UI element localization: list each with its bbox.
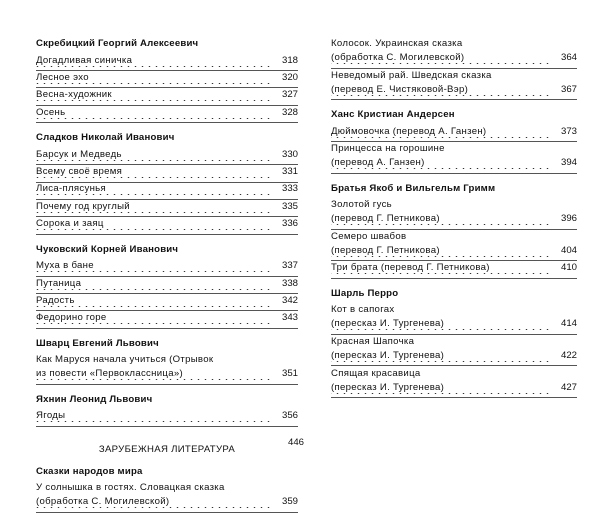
entry-underline [36,234,298,235]
work-title: (перевод Г. Петникова) [331,213,443,224]
toc-entry-line [36,202,298,216]
work-title: Принцесса на горошине [331,143,448,154]
dot-leader [36,421,272,422]
work-title: Почему год круглый [36,201,133,212]
dot-leader [331,361,551,362]
toc-entry-line [36,219,298,233]
work-title: Лиса-плясунья [36,183,109,194]
toc-entry-line [36,167,298,181]
toc-entry[interactable] [36,411,298,425]
toc-entry[interactable] [36,219,298,233]
entry-underline [36,122,298,123]
entry-underline [36,276,298,277]
toc-entry[interactable] [331,263,577,277]
dot-leader [36,83,272,84]
entry-underline [331,99,577,100]
work-title: (пересказ И. Тургенева) [331,382,447,393]
entry-underline [331,397,577,398]
toc-entry-line [331,127,577,141]
author-heading: Чуковский Корней Иванович [36,243,179,255]
toc-entry[interactable] [36,56,298,70]
page-ref: 337 [278,261,298,271]
entry-underline [331,173,577,174]
toc-entry[interactable] [331,305,577,333]
entry-underline [36,293,298,294]
entry-underline [36,384,298,385]
author-heading: Братья Якоб и Вильгельм Гримм [331,182,496,194]
toc-entry[interactable] [36,202,298,216]
toc-entry[interactable] [331,337,577,365]
entry-underline [331,229,577,230]
dot-leader [36,379,272,380]
section-title: ЗАРУБЕЖНАЯ ЛИТЕРАТУРА [98,443,236,455]
author-heading: Ханс Кристиан Андерсен [331,109,455,121]
toc-entry-line [36,90,298,104]
work-title: Сорока и заяц [36,218,107,229]
page-ref: 318 [278,56,298,66]
dot-leader [36,118,272,119]
toc-entry-line [331,263,577,277]
toc-entry[interactable] [36,167,298,181]
entry-underline [331,278,577,279]
entry-underline [36,426,298,427]
entry-underline [36,105,298,106]
work-title: (перевод А. Ганзен) [331,157,428,168]
toc-entry-line [36,369,298,383]
page-ref: 422 [557,351,577,361]
author-heading: Шварц Евгений Львович [36,337,159,349]
work-title: (перевод Е. Чистяковой-Вэр) [331,84,471,95]
work-title: Лесное эхо [36,72,92,83]
page-ref: 330 [278,150,298,160]
toc-entry-line [331,383,577,397]
toc-entry-line [36,108,298,122]
page-ref: 396 [557,214,577,224]
page-ref: 327 [278,90,298,100]
work-title: Спящая красавица [331,368,424,379]
page-ref: 351 [278,369,298,379]
work-title: Дюймовочка (перевод А. Ганзен) [331,126,489,137]
work-title: Колосок. Украинская сказка [331,38,466,49]
toc-entry-line [36,184,298,198]
work-title: (обработка С. Могилевской) [331,52,467,63]
entry-underline [331,365,577,366]
toc-entry[interactable] [36,150,298,164]
page-ref: 364 [557,53,577,63]
entry-underline [36,164,298,165]
author-heading: Яхнин Леонид Львович [36,393,153,405]
work-title: Осень [36,107,68,118]
toc-entry-line [331,369,577,383]
toc-entry[interactable] [36,296,298,310]
work-title: (пересказ И. Тургенева) [331,350,447,361]
work-title: Красная Шапочка [331,336,417,347]
page-ref: 343 [278,313,298,323]
author-heading: Скребицкий Георгий Алексеевич [36,38,199,49]
toc-entry[interactable] [331,144,577,172]
page-ref: 338 [278,279,298,289]
toc-entry-line [331,53,577,67]
page-ref: 331 [278,167,298,177]
toc-entry-line [331,39,577,53]
toc-entry[interactable] [36,261,298,275]
toc-entry[interactable] [36,73,298,87]
work-title: Ягоды [36,410,68,421]
entry-underline [331,68,577,69]
toc-entry[interactable] [36,184,298,198]
entry-underline [36,70,298,71]
work-title: Федорино горе [36,312,110,323]
dot-leader [36,306,272,307]
page-ref: 356 [278,411,298,421]
page-ref: 320 [278,73,298,83]
work-title: Барсук и Медведь [36,149,125,160]
toc-entry-line [36,56,298,70]
toc-entry-line [331,71,577,85]
dot-leader [36,507,272,508]
work-title: Догадливая синичка [36,55,135,66]
page-ref: 333 [278,184,298,194]
toc-entry[interactable] [331,232,577,260]
toc-entry-line [36,497,298,511]
work-title: Всему своё время [36,166,125,177]
page-ref: 373 [557,127,577,137]
work-title: Семеро швабов [331,231,409,242]
toc-entry-line [331,232,577,246]
work-title: Три брата (перевод Г. Петникова) [331,262,493,273]
work-title: Путаница [36,278,84,289]
toc-entry-line [36,313,298,327]
dot-leader [36,271,272,272]
toc-entry-line [36,296,298,310]
toc-entry[interactable] [331,127,577,141]
toc-entry[interactable] [331,39,577,67]
page-ref: 427 [557,383,577,393]
toc-entry-line [36,261,298,275]
dot-leader [36,229,272,230]
dot-leader [36,177,272,178]
toc-entry[interactable] [331,369,577,397]
work-title: Неведомый рай. Шведская сказка [331,70,495,81]
work-title: из повести «Первоклассница») [36,368,186,379]
dot-leader [331,168,551,169]
dot-leader [36,194,272,195]
toc-entry-line [331,158,577,172]
page-ref: 335 [278,202,298,212]
work-title: (перевод Г. Петникова) [331,245,443,256]
toc-entry-line [36,411,298,425]
dot-leader [36,323,272,324]
toc-entry-line [331,351,577,365]
author-heading: Сладков Николай Иванович [36,132,175,144]
toc-entry-line [36,279,298,293]
toc-entry[interactable] [36,313,298,327]
page-ref: 410 [557,263,577,273]
toc-entry-line [331,337,577,351]
dot-leader [331,273,551,274]
work-title: Муха в бане [36,260,97,271]
author-heading: Сказки народов мира [36,465,143,477]
dot-leader [331,63,551,64]
page-number: 446 [288,437,305,448]
work-title: Как Маруся начала учиться (Отрывок [36,354,216,365]
work-title: (пересказ И. Тургенева) [331,318,447,329]
entry-underline [331,334,577,335]
toc-entry-line [36,150,298,164]
work-title: У солнышка в гостях. Словацкая сказка [36,482,228,493]
toc-entry[interactable] [36,108,298,122]
work-title: (обработка С. Могилевской) [36,496,172,507]
toc-entry-line [36,73,298,87]
toc-entry-line [331,319,577,333]
page-ref: 336 [278,219,298,229]
toc-entry-line [331,214,577,228]
toc-entry[interactable] [36,483,298,511]
toc-entry[interactable] [36,355,298,383]
page-ref: 367 [557,85,577,95]
dot-leader [331,329,551,330]
toc-entry-line [331,85,577,99]
author-heading: Шарль Перро [331,287,399,299]
toc-entry-line [331,246,577,260]
page-ref: 328 [278,108,298,118]
dot-leader [36,100,272,101]
page-ref: 414 [557,319,577,329]
work-title: Радость [36,295,78,306]
page-ref: 359 [278,497,298,507]
toc-entry[interactable] [331,200,577,228]
entry-underline [36,199,298,200]
toc-entry[interactable] [331,71,577,99]
page-ref: 342 [278,296,298,306]
page-ref: 404 [557,246,577,256]
dot-leader [331,224,551,225]
work-title: Кот в сапогах [331,304,398,315]
work-title: Весна-художник [36,89,115,100]
toc-entry-line [331,144,577,158]
entry-underline [36,328,298,329]
toc-entry[interactable] [36,279,298,293]
work-title: Золотой гусь [331,199,395,210]
toc-entry[interactable] [36,90,298,104]
page-ref: 394 [557,158,577,168]
